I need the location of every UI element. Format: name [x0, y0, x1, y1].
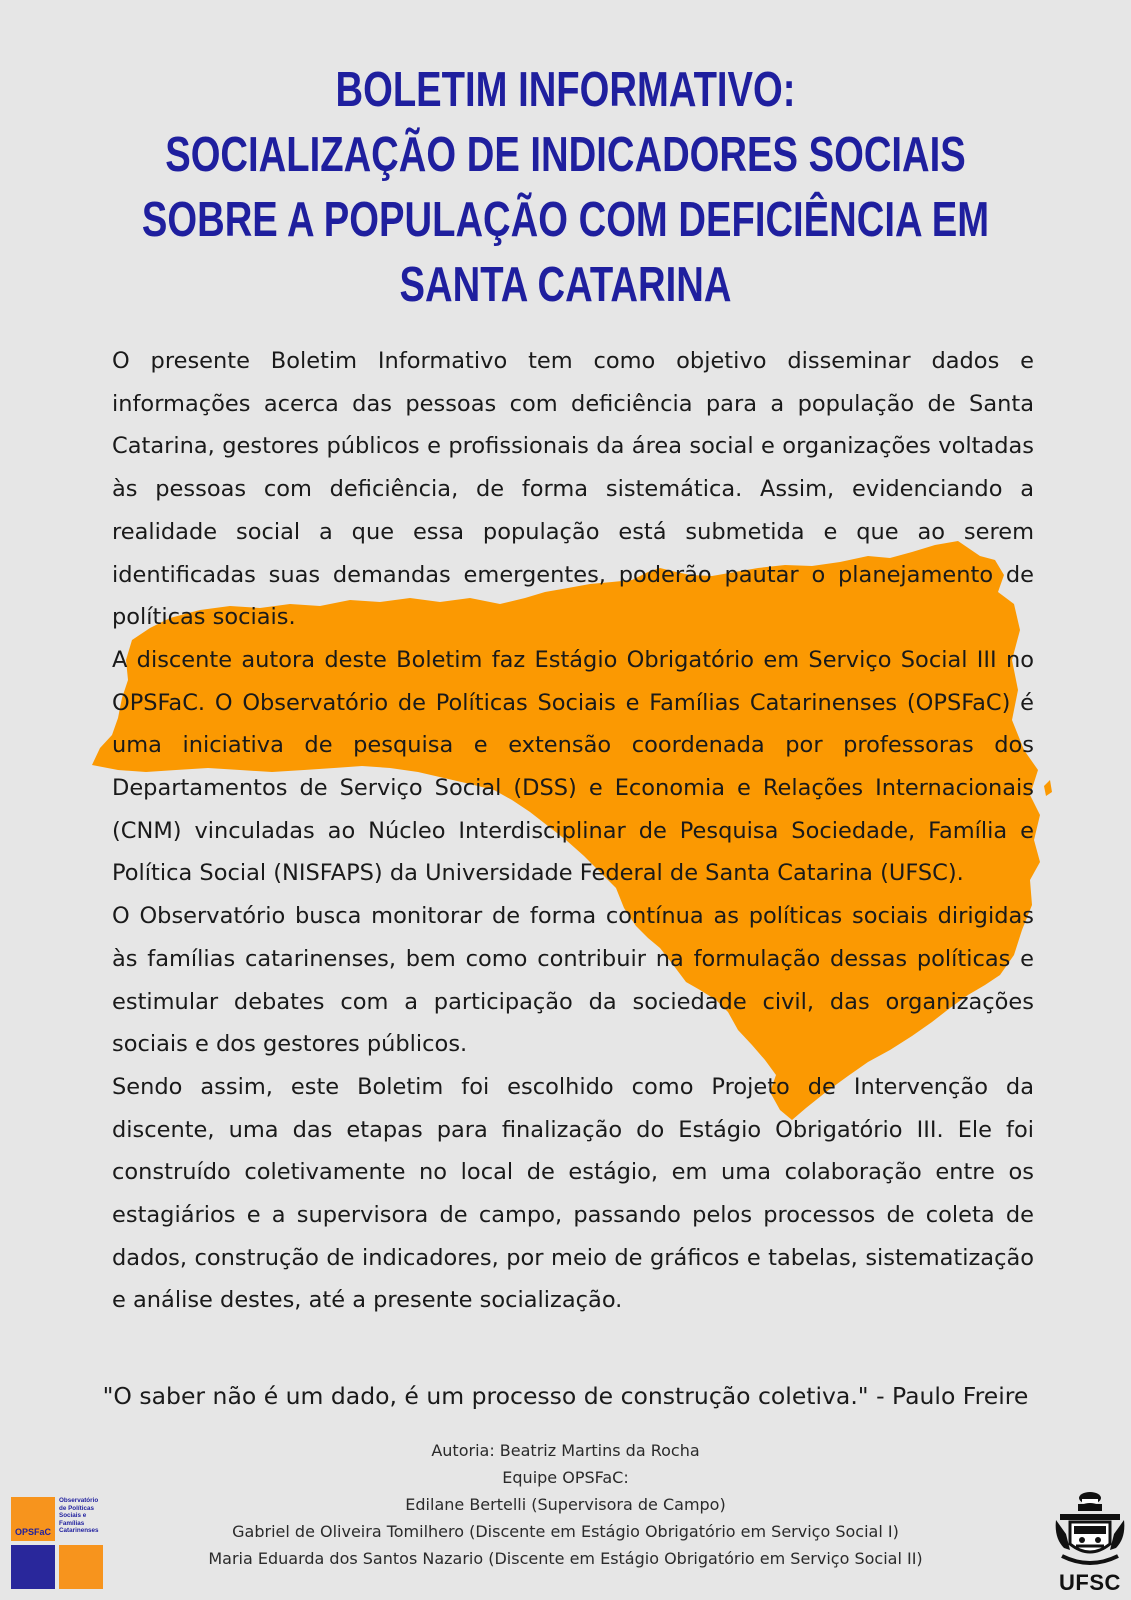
team-label: Equipe OPSFaC: [502, 1468, 629, 1487]
ufsc-logo [1054, 1490, 1126, 1596]
team-member: Gabriel de Oliveira Tomilhero (Discente em Estágio Obrigatório em Serviço Social I) [232, 1522, 899, 1541]
logo-square-blue [11, 1545, 55, 1589]
title-line: SOBRE A POPULAÇÃO COM DEFICIÊNCIA EM [141, 193, 990, 247]
body-paragraph: O Observatório busca monitorar de forma contínua as políticas sociais dirigidas às famílias catarinenses, bem como contribuir na formulação dessas políticas e estimular debates com a participação da sociedade civil, das organizações sociais e dos gestores públicos. [112, 903, 1034, 1058]
bulletin-title [124, 58, 1006, 318]
bulletin-body [112, 340, 1034, 1322]
credits-block [120, 1437, 1011, 1572]
logo-desc-line: Catarinenses [59, 1527, 99, 1535]
logo-desc-line: de Políticas [59, 1504, 94, 1512]
body-paragraph: O presente Boletim Informativo tem como objetivo disseminar dados e informações acerca das pessoas com deficiência para a população de Santa Catarina, gestores públicos e profissionais da área social e organizações voltadas às pessoas com deficiência, de forma sistemática. Assim, evidenciando a realidade social a que essa população está submetida e que ao serem identificadas suas demandas emergentes, poderão pautar o planejamento de políticas sociais. [112, 348, 1034, 631]
title-line: BOLETIM INFORMATIVO: [335, 63, 796, 117]
opsfac-logo-tag: OPSFaC [15, 1527, 52, 1537]
opsfac-logo-description [59, 1497, 105, 1535]
authorship-line: Autoria: Beatriz Martins da Rocha [431, 1441, 700, 1460]
paulo-freire-quote: "O saber não é um dado, é um processo de construção coletiva." - Paulo Freire [102, 1382, 1029, 1410]
team-member: Maria Eduarda dos Santos Nazario (Discente em Estágio Obrigatório em Serviço Social II) [208, 1549, 923, 1568]
ufsc-coat-of-arms-icon [1054, 1490, 1126, 1572]
body-paragraph: A discente autora deste Boletim faz Estágio Obrigatório em Serviço Social III no OPSFaC. O Observatório de Políticas Sociais e Famílias Catarinenses (OPSFaC) é uma iniciativa de pesquisa e extensão coordenada por professoras dos Departamentos de Serviço Social (DSS) e Economia e Relações Internacionais (CNM) vinculadas ao Núcleo Interdisciplinar de Pesquisa Sociedade, Família e Política Social (NISFAPS) da Universidade Federal de Santa Catarina (UFSC). [112, 646, 1034, 887]
logo-desc-line: Observatório [59, 1497, 99, 1504]
logo-desc-line: Famílias [59, 1519, 85, 1527]
logo-desc-line: Sociais e [59, 1512, 87, 1520]
title-line: SOCIALIZAÇÃO DE INDICADORES SOCIAIS [165, 128, 966, 182]
opsfac-logo [11, 1497, 103, 1589]
logo-square-orange [59, 1545, 103, 1589]
team-member: Edilane Bertelli (Supervisora de Campo) [405, 1495, 726, 1514]
title-line: SANTA CATARINA [399, 258, 732, 312]
body-paragraph: Sendo assim, este Boletim foi escolhido como Projeto de Intervenção da discente, uma das etapas para finalização do Estágio Obrigatório III. Ele foi construído coletivamente no local de estágio, em uma colaboração entre os estagiários e a supervisora de campo, passando pelos processos de coleta de dados, construção de indicadores, por meio de gráficos e tabelas, sistematização e análise destes, até a presente socialização. [112, 1073, 1034, 1314]
ufsc-logo-text: UFSC [1059, 1570, 1121, 1595]
